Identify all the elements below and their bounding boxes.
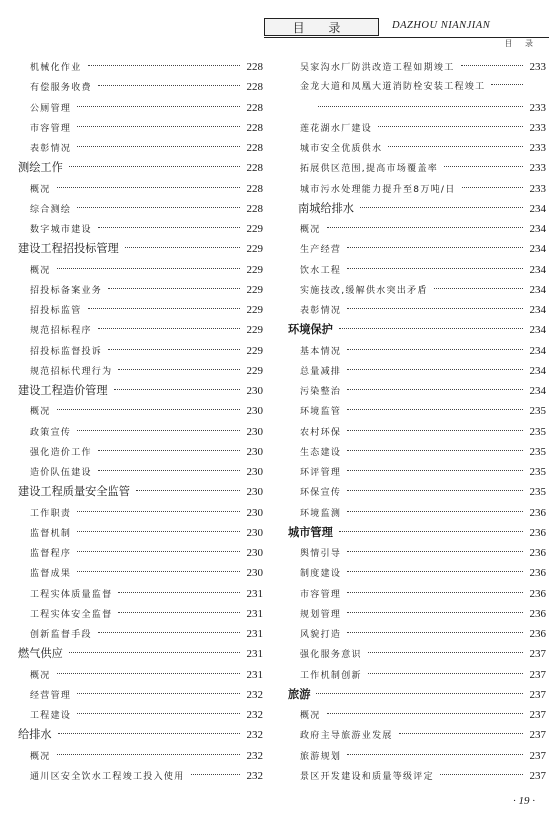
toc-entry-title: 生产经营: [300, 245, 342, 256]
toc-entry-title: 景区开发建设和质量等级评定: [300, 771, 434, 782]
toc-entry[interactable]: [288, 401, 546, 421]
dot-leader: [88, 65, 240, 66]
toc-entry[interactable]: [18, 138, 263, 158]
toc-entry[interactable]: [288, 361, 546, 381]
dot-leader: [327, 227, 523, 228]
dot-leader: [98, 227, 240, 228]
dot-leader: [347, 632, 523, 633]
toc-entry[interactable]: [18, 401, 263, 421]
toc-entry-page: 234: [529, 304, 546, 316]
toc-entry-title: 创新监督手段: [30, 630, 92, 640]
dot-leader: [77, 106, 240, 107]
dot-leader: [98, 328, 240, 329]
dot-leader: [444, 166, 523, 167]
dot-leader: [339, 531, 523, 532]
toc-entry[interactable]: [18, 604, 263, 624]
toc-entry-title: 工程实体质量监督: [30, 589, 113, 600]
toc-entry-title: 规划管理: [300, 609, 342, 620]
toc-entry[interactable]: [18, 77, 263, 97]
toc-entry-title: 概况: [300, 225, 321, 235]
toc-entry[interactable]: [288, 300, 546, 320]
toc-entry-page: 228: [246, 61, 263, 73]
toc-entry-title: 给排水: [18, 728, 52, 742]
dot-leader: [191, 774, 240, 775]
toc-entry-page: 236: [529, 526, 546, 539]
toc-entry-title: 概况: [30, 670, 51, 681]
toc-entry-page: 230: [246, 567, 263, 580]
toc-entry-page: 229: [246, 324, 263, 337]
running-header: [261, 18, 549, 40]
toc-entry-page: 237: [529, 729, 546, 742]
dot-leader: [318, 106, 523, 107]
dot-leader: [108, 288, 240, 289]
toc-entry[interactable]: [18, 665, 263, 685]
toc-entry[interactable]: [18, 563, 263, 583]
dot-leader: [347, 247, 523, 248]
toc-entry[interactable]: [18, 280, 263, 300]
dot-leader: [57, 268, 240, 269]
toc-entry-title: 制度建设: [300, 569, 342, 580]
dot-leader: [77, 713, 240, 714]
toc-entry-page: 228: [246, 182, 263, 195]
toc-section-entry[interactable]: [18, 644, 263, 664]
dot-leader: [114, 389, 240, 390]
toc-entry[interactable]: [18, 422, 263, 442]
toc-entry-title: 南城给排水: [298, 201, 354, 215]
toc-entry-title: 政策宣传: [30, 427, 72, 438]
dot-leader: [368, 673, 523, 674]
toc-entry-title: 城市管理: [288, 525, 333, 539]
dot-leader: [77, 126, 240, 127]
toc-entry[interactable]: [18, 442, 263, 462]
toc-entry-page: 235: [529, 486, 546, 499]
toc-entry-title: 基本情况: [300, 346, 342, 357]
toc-entry[interactable]: [288, 746, 546, 766]
toc-entry[interactable]: [18, 523, 263, 543]
toc-entry-title: 建设工程招投标管理: [18, 242, 119, 256]
toc-entry-page: 233: [529, 101, 546, 114]
toc-entry-page: 229: [246, 304, 263, 316]
toc-entry-page: 234: [529, 283, 546, 296]
toc-entry[interactable]: [288, 138, 546, 158]
toc-entry-page: 230: [246, 405, 263, 418]
dot-leader: [136, 490, 240, 491]
dot-leader: [57, 409, 240, 410]
dot-leader: [316, 693, 523, 694]
toc-entry-page: 234: [529, 385, 546, 397]
toc-entry-page: 234: [529, 263, 546, 276]
toc-entry-title: 环保宣传: [300, 488, 342, 499]
toc-entry[interactable]: [288, 462, 546, 482]
toc-entry-page: 236: [529, 607, 546, 620]
toc-section-entry[interactable]: [288, 685, 546, 705]
toc-entry-page: 233: [529, 61, 546, 73]
toc-entry-page: 237: [529, 648, 546, 661]
toc-entry[interactable]: [18, 260, 263, 280]
toc-entry-page: 236: [529, 506, 546, 519]
toc-entry-page: 235: [529, 425, 546, 438]
toc-entry-title: 测绘工作: [18, 161, 63, 175]
toc-entry-page: 229: [246, 344, 263, 357]
toc-entry[interactable]: [18, 179, 263, 199]
toc-entry-page: 231: [246, 607, 263, 620]
toc-entry[interactable]: [18, 705, 263, 725]
toc-entry-title: 表彰情况: [30, 144, 72, 154]
toc-entry-page: 237: [529, 688, 546, 701]
dot-leader: [347, 409, 523, 410]
toc-entry-page: 233: [529, 182, 546, 195]
dot-leader: [347, 612, 523, 613]
dot-leader: [58, 733, 240, 734]
toc-entry-page: 230: [246, 425, 263, 438]
toc-entry[interactable]: [18, 584, 263, 604]
toc-entry-page: 236: [529, 547, 546, 559]
toc-entry-title: 吴家沟水厂防洪改造工程如期竣工: [300, 63, 455, 73]
toc-entry[interactable]: [288, 179, 546, 199]
toc-entry-title: 环境监测: [300, 508, 342, 519]
toc-entry-title: 生态建设: [300, 447, 342, 458]
toc-entry-page: 232: [246, 688, 263, 701]
toc-entry[interactable]: [288, 503, 546, 523]
dot-leader: [347, 369, 523, 370]
toc-entry-title: 旅游: [288, 687, 311, 701]
toc-entry-page: 228: [246, 81, 263, 94]
toc-entry-title: 监督程序: [30, 549, 72, 559]
toc-entry-title: 招投标监督投诉: [30, 346, 103, 357]
toc-entry[interactable]: [18, 543, 263, 563]
dot-leader: [77, 693, 240, 694]
dot-leader: [69, 652, 240, 653]
dot-leader: [77, 511, 240, 512]
toc-entry[interactable]: [288, 766, 546, 786]
toc-section-entry[interactable]: [288, 320, 546, 340]
toc-entry-page: 236: [529, 628, 546, 640]
toc-entry-title: 公厕管理: [30, 103, 72, 114]
dot-leader: [327, 713, 523, 714]
toc-entry[interactable]: [18, 341, 263, 361]
dot-leader: [347, 592, 523, 593]
toc-entry[interactable]: [18, 219, 263, 239]
toc-entry[interactable]: [18, 624, 263, 644]
toc-entry-title: 工程建设: [30, 711, 72, 721]
toc-entry-title: 数字城市建设: [30, 225, 92, 235]
dot-leader: [77, 207, 240, 208]
header-title-box: 目 录: [264, 18, 379, 36]
toc-entry[interactable]: [18, 118, 263, 138]
dot-leader: [399, 733, 523, 734]
toc-entry-page: 228: [246, 101, 263, 114]
toc-entry[interactable]: [288, 442, 546, 462]
dot-leader: [69, 166, 240, 167]
toc-section-entry[interactable]: [18, 158, 263, 178]
toc-entry[interactable]: [288, 543, 546, 563]
toc-entry-title: 表彰情况: [300, 306, 342, 316]
toc-entry[interactable]: [288, 57, 546, 77]
dot-leader: [388, 146, 523, 147]
dot-leader: [378, 126, 523, 127]
toc-entry-title: 环境监管: [300, 407, 342, 418]
toc-entry-page: 229: [246, 283, 263, 296]
toc-entry[interactable]: [288, 705, 546, 725]
toc-entry-page: 232: [246, 709, 263, 721]
toc-entry[interactable]: [18, 300, 263, 320]
toc-entry-title: 造价队伍建设: [30, 468, 92, 478]
toc-entry-title: 市容管理: [300, 589, 342, 600]
toc-entry-title: 农村环保: [300, 427, 342, 438]
toc-entry-title: 环评管理: [300, 468, 342, 478]
toc-entry-title: 城市安全优质供水: [300, 144, 383, 154]
toc-entry[interactable]: [288, 98, 546, 118]
toc-entry[interactable]: [18, 320, 263, 340]
dot-leader: [347, 511, 523, 512]
toc-entry-title: 强化服务意识: [300, 650, 362, 661]
toc-entry-title: 工程实体安全监督: [30, 609, 113, 620]
toc-entry[interactable]: [288, 77, 546, 97]
toc-entry-page: 228: [246, 202, 263, 215]
toc-entry-page: 232: [246, 749, 263, 762]
toc-entry-title: 有偿服务收费: [30, 83, 92, 94]
toc-entry-title: 旅游规划: [300, 751, 342, 762]
toc-entry-page: 230: [246, 526, 263, 539]
toc-entry[interactable]: [18, 361, 263, 381]
toc-section-entry[interactable]: [288, 523, 546, 543]
dot-leader: [77, 146, 240, 147]
toc-entry[interactable]: [18, 766, 263, 786]
toc-entry-title: 风貌打造: [300, 630, 342, 640]
toc-entry-page: 231: [246, 587, 263, 600]
toc-entry-page: 229: [246, 263, 263, 276]
toc-entry[interactable]: [18, 199, 263, 219]
toc-entry-title: 招投标备案业务: [30, 285, 103, 296]
toc-entry-page: 228: [246, 162, 263, 175]
dot-leader: [347, 551, 523, 552]
dot-leader: [347, 349, 523, 350]
toc-entry-page: 233: [529, 121, 546, 134]
toc-entry-title: 拓展供区范围,提高市场覆盖率: [300, 164, 439, 175]
header-english-title: DAZHOU NIANJIAN: [392, 20, 491, 31]
toc-entry-page: 229: [246, 243, 263, 256]
toc-entry-title: 监督机制: [30, 528, 72, 539]
toc-right-column: [288, 57, 546, 786]
toc-entry[interactable]: [18, 503, 263, 523]
toc-section-entry[interactable]: [18, 725, 263, 745]
toc-entry-page: 237: [529, 709, 546, 721]
toc-entry-page: 232: [246, 729, 263, 742]
dot-leader: [462, 187, 523, 188]
toc-entry-title: 监督成果: [30, 569, 72, 580]
dot-leader: [461, 65, 523, 66]
toc-entry-page: 231: [246, 628, 263, 640]
toc-entry-title: 工作机制创新: [300, 670, 362, 681]
dot-leader: [339, 328, 523, 329]
toc-entry-page: 230: [246, 385, 263, 397]
dot-leader: [77, 571, 240, 572]
toc-entry-title: 建设工程造价管理: [18, 384, 108, 397]
toc-entry-title: 金龙大道和凤凰大道消防栓安装工程竣工: [300, 82, 486, 93]
toc-entry-page: 233: [529, 142, 546, 154]
toc-entry-title: 机械化作业: [30, 63, 82, 73]
dot-leader: [125, 247, 240, 248]
toc-entry[interactable]: [288, 381, 546, 401]
toc-entry-title: 莲花湖水厂建设: [300, 123, 373, 134]
toc-entry-title: 概况: [300, 711, 321, 721]
toc-left-column: [18, 57, 263, 786]
toc-entry-page: 236: [529, 587, 546, 600]
toc-entry[interactable]: [288, 239, 546, 259]
toc-entry-page: 232: [246, 769, 263, 782]
toc-entry[interactable]: [288, 665, 546, 685]
toc-entry-page: 230: [246, 506, 263, 519]
dot-leader: [118, 592, 240, 593]
toc-entry[interactable]: [288, 644, 546, 664]
toc-entry-page: 233: [529, 162, 546, 175]
toc-entry-page: 230: [246, 466, 263, 478]
toc-entry-page: 231: [246, 668, 263, 681]
dot-leader: [77, 531, 240, 532]
toc-entry[interactable]: [288, 260, 546, 280]
toc-entry-title: 规范招标程序: [30, 326, 92, 337]
dot-leader: [118, 369, 240, 370]
toc-entry-title: 总量减排: [300, 366, 342, 377]
dot-leader: [77, 430, 240, 431]
toc-entry[interactable]: [288, 624, 546, 644]
dot-leader: [347, 308, 523, 309]
toc-entry[interactable]: [18, 98, 263, 118]
toc-entry-page: 231: [246, 648, 263, 661]
toc-entry-page: 234: [529, 324, 546, 337]
toc-entry-title: 概况: [30, 265, 51, 276]
toc-entry-title: 环境保护: [288, 323, 333, 337]
toc-entry-page: 230: [246, 486, 263, 499]
toc-entry-title: 经营管理: [30, 690, 72, 701]
toc-entry-page: 228: [246, 121, 263, 134]
toc-entry[interactable]: [288, 422, 546, 442]
toc-section-entry[interactable]: [18, 482, 263, 502]
toc-entry-title: 舆情引导: [300, 549, 342, 559]
toc-entry[interactable]: [18, 57, 263, 77]
toc-entry[interactable]: [288, 563, 546, 583]
toc-entry-page: 237: [529, 749, 546, 762]
dot-leader: [347, 430, 523, 431]
toc-section-entry[interactable]: [18, 239, 263, 259]
toc-entry-title: 政府主导旅游业发展: [300, 731, 393, 742]
dot-leader: [57, 187, 240, 188]
toc-entry-page: 236: [529, 567, 546, 580]
header-subtitle: 目 录: [504, 39, 538, 48]
toc-entry-title: 综合测绘: [30, 204, 72, 215]
dot-leader: [347, 450, 523, 451]
toc-entry-title: 工作职责: [30, 508, 72, 519]
toc-entry-page: 228: [246, 142, 263, 154]
toc-entry-page: 230: [246, 445, 263, 458]
dot-leader: [347, 571, 523, 572]
toc-entry-title: 城市污水处理能力提升至8万吨/日: [300, 184, 456, 195]
toc-entry-title: 实施技改,缓解供水突出矛盾: [300, 285, 428, 296]
dot-leader: [347, 490, 523, 491]
dot-leader: [347, 470, 523, 471]
toc-entry-title: 概况: [30, 184, 51, 195]
dot-leader: [368, 652, 523, 653]
toc-entry[interactable]: [18, 746, 263, 766]
toc-entry[interactable]: [288, 280, 546, 300]
dot-leader: [434, 288, 523, 289]
toc-entry[interactable]: [288, 219, 546, 239]
toc-entry-page: 229: [246, 223, 263, 235]
toc-entry-page: 234: [529, 223, 546, 235]
toc-section-entry[interactable]: [18, 381, 263, 401]
dot-leader: [347, 268, 523, 269]
dot-leader: [98, 632, 240, 633]
toc-entry-title: 通川区安全饮水工程竣工投入使用: [30, 771, 185, 782]
toc-entry-page: 234: [529, 202, 546, 215]
toc-entry-title: 招投标监管: [30, 306, 82, 316]
dot-leader: [98, 85, 240, 86]
toc-entry[interactable]: [18, 462, 263, 482]
dot-leader: [118, 612, 240, 613]
dot-leader: [347, 389, 523, 390]
dot-leader: [57, 673, 240, 674]
toc-entry-title: 概况: [30, 407, 51, 418]
toc-entry[interactable]: [288, 118, 546, 138]
dot-leader: [347, 754, 523, 755]
dot-leader: [88, 308, 240, 309]
toc-section-entry[interactable]: [288, 199, 546, 219]
dot-leader: [98, 450, 240, 451]
toc-entry-page: 235: [529, 466, 546, 478]
toc-entry-title: 污染整治: [300, 387, 342, 397]
page-number: · 19 ·: [513, 795, 535, 807]
dot-leader: [360, 207, 523, 208]
toc-entry-page: 237: [529, 668, 546, 681]
toc-entry-title: 建设工程质量安全监管: [18, 485, 130, 499]
toc-entry-page: 235: [529, 405, 546, 418]
toc-entry-page: 230: [246, 547, 263, 559]
toc-entry-page: 234: [529, 364, 546, 377]
toc-entry[interactable]: [18, 685, 263, 705]
toc-entry-page: 229: [246, 364, 263, 377]
toc-entry[interactable]: [288, 482, 546, 502]
toc-entry[interactable]: [288, 158, 546, 178]
toc-entry-page: 234: [529, 243, 546, 256]
toc-entry-title: 强化造价工作: [30, 447, 92, 458]
toc-entry[interactable]: [288, 341, 546, 361]
toc-entry-page: 234: [529, 344, 546, 357]
toc-entry-title: 规范招标代理行为: [30, 366, 113, 377]
toc-entry-title: 饮水工程: [300, 265, 342, 276]
dot-leader: [77, 551, 240, 552]
dot-leader: [440, 774, 523, 775]
toc-entry[interactable]: [288, 604, 546, 624]
dot-leader: [57, 754, 240, 755]
dot-leader: [491, 84, 523, 85]
toc-entry-page: 237: [529, 769, 546, 782]
dot-leader: [108, 349, 240, 350]
toc-entry[interactable]: [288, 584, 546, 604]
toc-entry-page: 235: [529, 445, 546, 458]
dot-leader: [98, 470, 240, 471]
toc-entry-title: 燃气供应: [18, 647, 63, 661]
toc-entry-title: 概况: [30, 751, 51, 762]
toc-entry-title: 市容管理: [30, 123, 72, 134]
toc-entry[interactable]: [288, 725, 546, 745]
